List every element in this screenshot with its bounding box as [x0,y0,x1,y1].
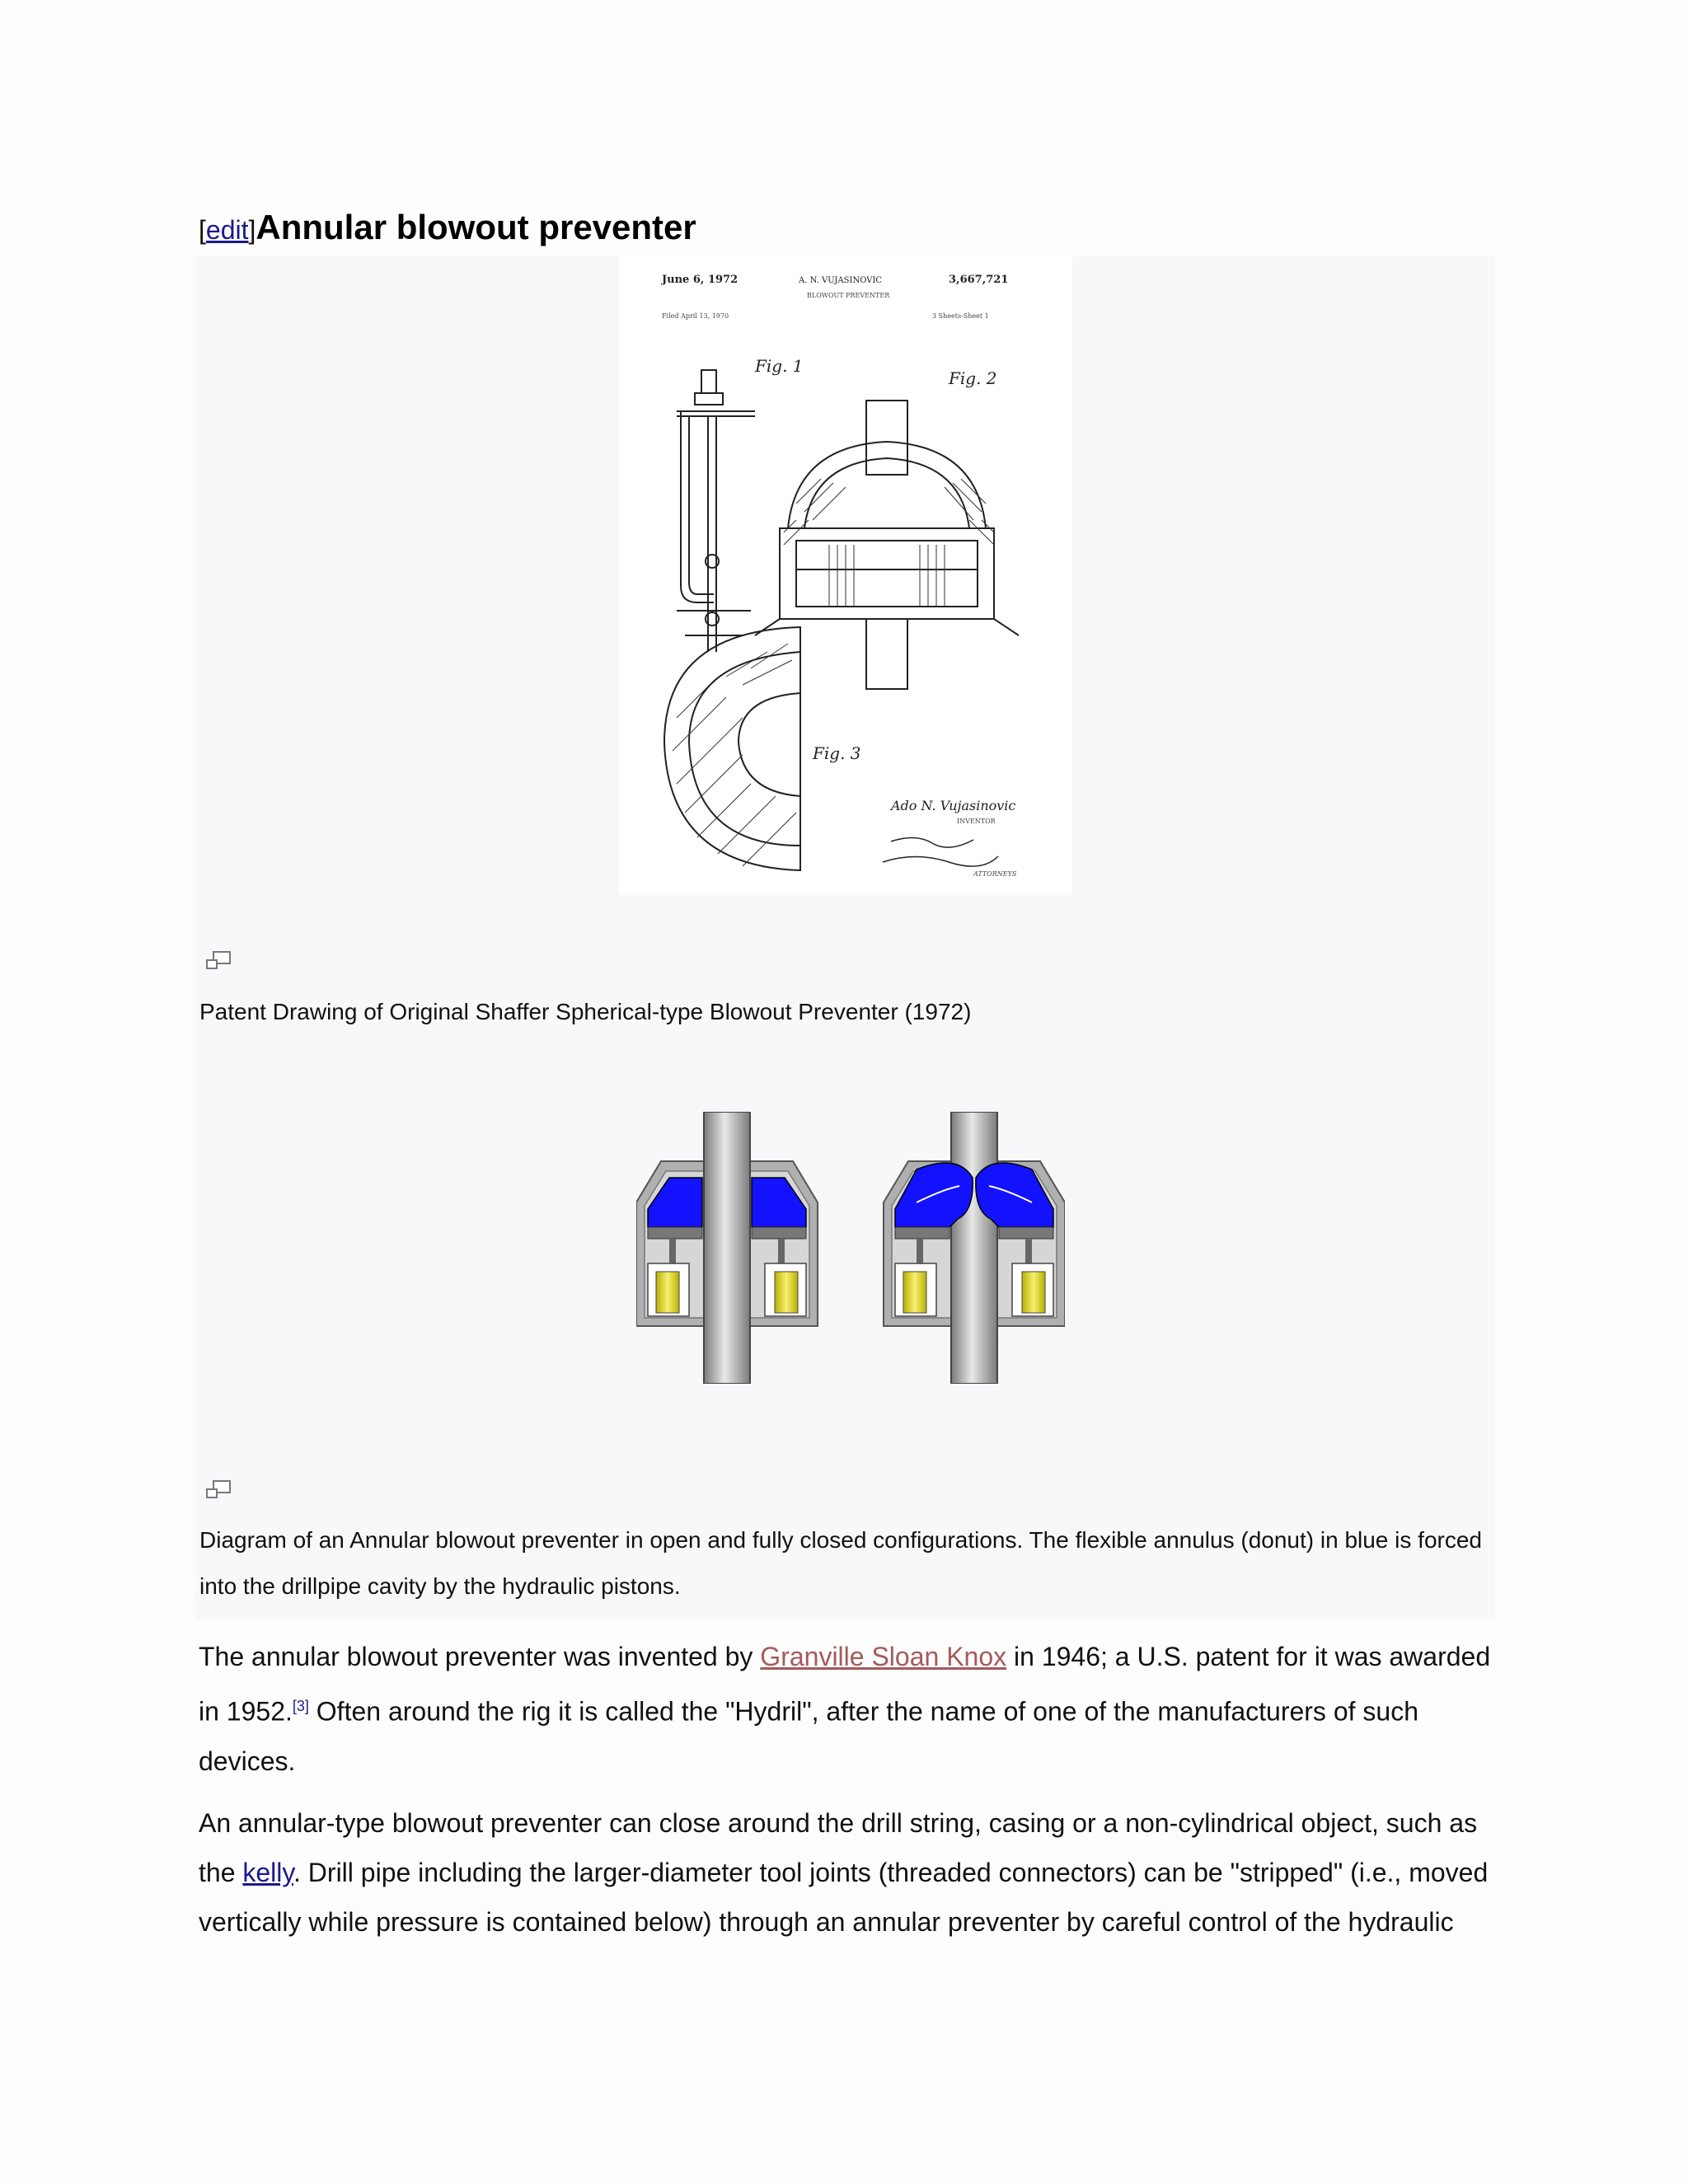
patent-subtitle: BLOWOUT PREVENTER [807,292,890,299]
reference-3-link[interactable]: [3] [292,1698,309,1714]
edit-section-link[interactable]: edit [205,215,249,245]
figure-caption-annular-diagram: Diagram of an Annular blowout preventer in open and fully closed configurations. The flexible annulus (donut) in blue is forced into the drillpipe cavity by the hydraulic pistons. [199,1527,1482,1599]
kelly-link[interactable]: kelly [242,1858,294,1887]
bop-closed-configuration [884,1112,1065,1384]
patent-drawing-image[interactable] [619,256,1072,895]
magnify-icon[interactable] [205,1479,232,1501]
fig-3-label: Fig. 3 [813,743,861,763]
figure-container [195,256,1495,1620]
section-title: Annular blowout preventer [256,208,696,246]
bop-open-configuration [636,1112,818,1384]
section-heading [199,203,696,255]
fig-2-label: Fig. 2 [949,368,997,388]
patent-sheets: 3 Sheets-Sheet 1 [932,312,989,320]
patent-filed-date: Filed April 13, 1970 [662,312,729,320]
edit-section-link-wrapper: [edit] [199,215,256,245]
patent-date: June 6, 1972 [662,274,738,286]
patent-signature: Ado N. Vujasinovic [891,798,1016,813]
fig-1-label: Fig. 1 [755,356,804,376]
patent-inventor-label: INVENTOR [957,818,996,825]
magnify-icon[interactable] [205,950,232,972]
annular-bop-diagram-image[interactable] [636,1112,1065,1384]
patent-inventor-name: A. N. VUJASINOVIC [799,276,883,285]
granville-sloan-knox-link[interactable]: Granville Sloan Knox [760,1642,1007,1671]
patent-attorneys-label: ATTORNEYS [973,870,1017,878]
patent-number: 3,667,721 [949,274,1009,286]
figure-caption-patent: Patent Drawing of Original Shaffer Spherical-type Blowout Preventer (1972) [199,999,972,1024]
body-paragraph-1: The annular blowout preventer was invented by Granville Sloan Knox in 1946; a U.S. patent for it was awarded in 1952.[3] Often around the rig it is called the "Hydril", after the name of one of the manufacturers of such devices. [199,1642,1491,1776]
body-paragraph-2: An annular-type blowout preventer can close around the drill string, casing or a non-cylindrical object, such as the kelly. Drill pipe including the larger-diameter tool joints (threaded connectors) can be "stripped" (i.e., moved vertically while pressure is contained below) through an annular preventer by careful control of the hydraulic [199,1808,1489,1937]
